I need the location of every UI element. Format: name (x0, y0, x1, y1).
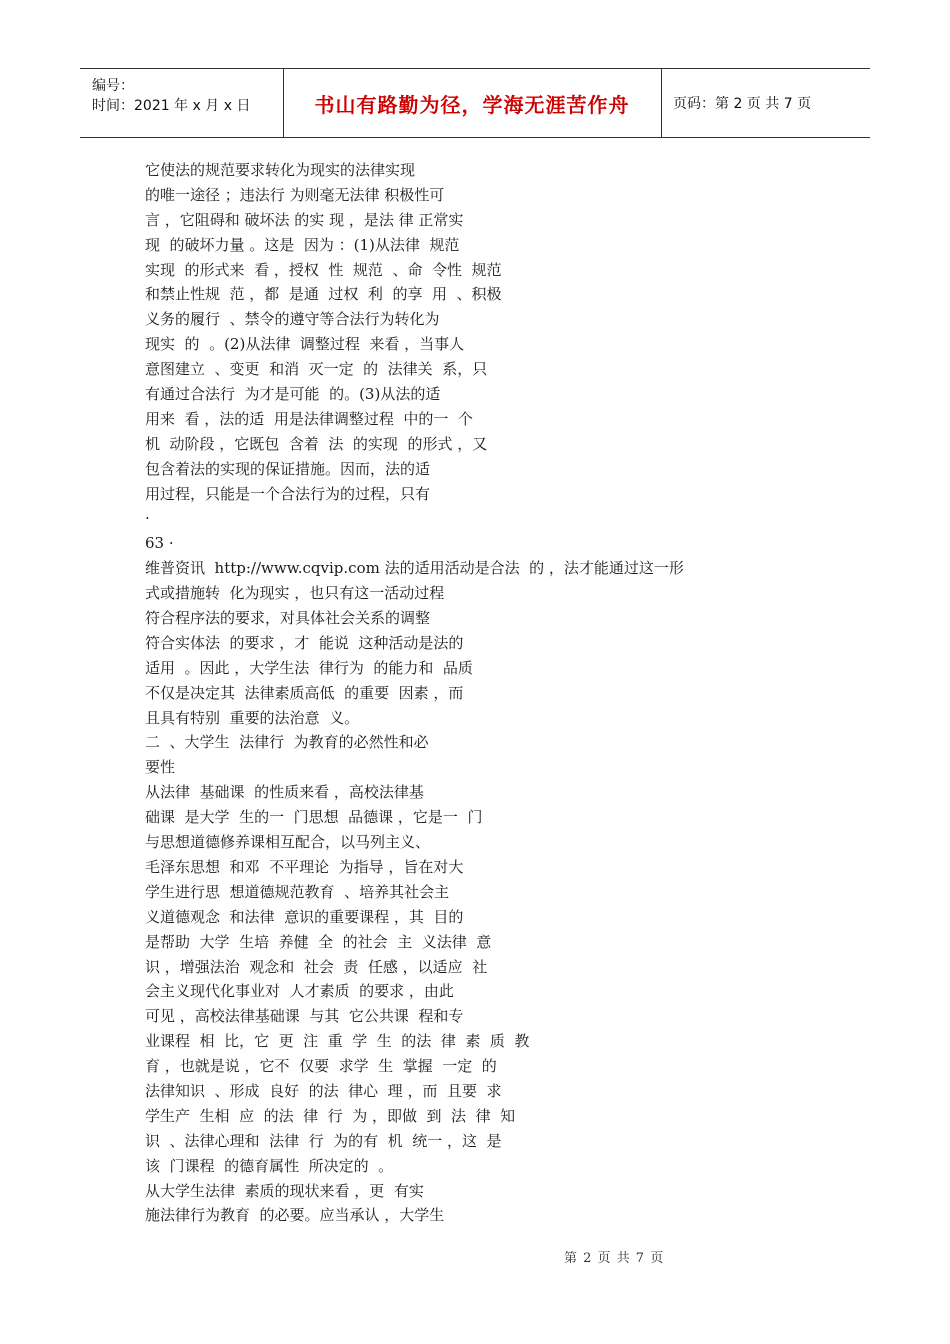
text-line: 识 ，增强法治 观念和 社会 责 任感 ，以适应 社 (145, 957, 488, 976)
text-line: 育 ，也就是说 ，它不 仅要 求学 生 掌握 一定 的 (145, 1057, 497, 1076)
text-line: 义道德观念 和法律 意识的重要课程 ，其 目的 (145, 907, 464, 926)
text-line: 该 门课程 的德育属性 所决定的 。 (145, 1156, 394, 1175)
document-header (80, 68, 870, 138)
text-line: 础课 是大学 生的一 门思想 品德课 ，它是一 门 (145, 808, 483, 827)
text-line: 法律知识 、形成 良好 的法 律心 理 ，而 且要 求 (145, 1081, 502, 1100)
text-line: 的唯一途径 ；违法行 为则毫无法律 积极性可 (145, 185, 445, 204)
text-line: 符合实体法 的要求 ，才 能说 这种活动是法的 (145, 633, 464, 652)
text-line: 从法律 基础课 的性质来看 ，高校法律基 (145, 783, 424, 802)
text-line: 有通过合法行 为才是可能 的。(3)从法的适 (145, 385, 441, 404)
text-line: 和禁止性规 范 ，都 是通 过权 利 的享 用 、积极 (145, 285, 502, 304)
text-line: · (145, 509, 150, 528)
text-line: 适用 。因此 ，大学生法 律行为 的能力和 品质 (145, 658, 473, 677)
text-line: 63 · (145, 534, 174, 553)
text-line: 从大学生法律 素质的现状来看 ，更 有实 (145, 1181, 424, 1200)
time-label: 时间：2021 年 x 月 x 日 (92, 98, 251, 114)
text-line: 言 ，它阻碍和 破坏法 的实 现 ，是法 律 正常实 (145, 210, 464, 229)
text-line: 它使法的规范要求转化为现实的法律实现 (145, 161, 416, 179)
text-line: 现 的破坏力量 。这是 因为 ：(1)从法律 规范 (145, 235, 460, 254)
code-label: 编号： (92, 78, 134, 94)
text-line: 可见 ，高校法律基础课 与其 它公共课 程和专 (145, 1007, 464, 1026)
text-line: 施法律行为教育 的必要。应当承认 ，大学生 (145, 1206, 445, 1225)
text-line: 且具有特别 重要的法治意 义。 (145, 708, 360, 727)
text-line: 义务的履行 、禁令的遵守等合法行为转化为 (145, 310, 440, 329)
text-line: 实现 的形式来 看 ，授权 性 规范 、命 令性 规范 (145, 260, 502, 279)
text-line: 业课程 相 比，它 更 注 重 学 生 的法 律 素 质 教 (145, 1032, 530, 1051)
text-line: 与思想道德修养课相互配合，以马列主义、 (145, 833, 431, 852)
text-line: 要性 (145, 758, 176, 777)
text-line: 识 、法律心理和 法律 行 为的有 机 统一 ，这 是 (145, 1131, 502, 1150)
text-line: 不仅是决定其 法律素质高低 的重要 因素 ，而 (145, 683, 464, 702)
text-line: 学生产 生相 应 的法 律 行 为 ，即做 到 法 律 知 (145, 1106, 516, 1125)
text-line: 现实 的 。(2)从法律 调整过程 来看 ，当事人 (145, 335, 465, 354)
header-motto-cell (283, 69, 662, 137)
text-line: 用过程，只能是一个合法行为的过程，只有 (145, 484, 431, 503)
text-line: 包含着法的实现的保证措施。因而，法的适 (145, 459, 431, 478)
header-page-cell (661, 69, 870, 137)
text-line: 二 、大学生 法律行 为教育的必然性和必 (145, 733, 429, 752)
text-line: 机 动阶段 ，它既包 含着 法 的实现 的形式 ，又 (145, 434, 488, 453)
text-line: 式或措施转 化为现实 ，也只有这一活动过程 (145, 584, 445, 603)
header-meta-cell (80, 69, 284, 137)
header-page-info: 页码：第 2 页 共 7 页 (673, 96, 812, 112)
text-line: 学生进行思 想道德规范教育 、培养其社会主 (145, 882, 450, 901)
motto-text: 书山有路勤为径，学海无涯苦作舟 (314, 92, 630, 117)
body-text (145, 158, 785, 1228)
text-line: 是帮助 大学 生培 养健 全 的社会 主 义法律 意 (145, 932, 492, 951)
text-line: 毛泽东思想 和邓 不平理论 为指导 ，旨在对大 (145, 857, 464, 876)
text-line: 维普资讯 http://www.cqvip.com 法的适用活动是合法 的 ，法才能通过这一形 (145, 559, 684, 578)
text-line: 意图建立 、变更 和消 灭一定 的 法律关 系，只 (145, 360, 488, 379)
text-line: 符合程序法的要求，对具体社会关系的调整 (145, 609, 431, 628)
text-line: 用来 看 ，法的适 用是法律调整过程 中的一 个 (145, 409, 473, 428)
page-footer: 第 2 页 共 7 页 (564, 1251, 665, 1266)
text-line: 会主义现代化事业对 人才素质 的要求 ，由此 (145, 982, 454, 1001)
